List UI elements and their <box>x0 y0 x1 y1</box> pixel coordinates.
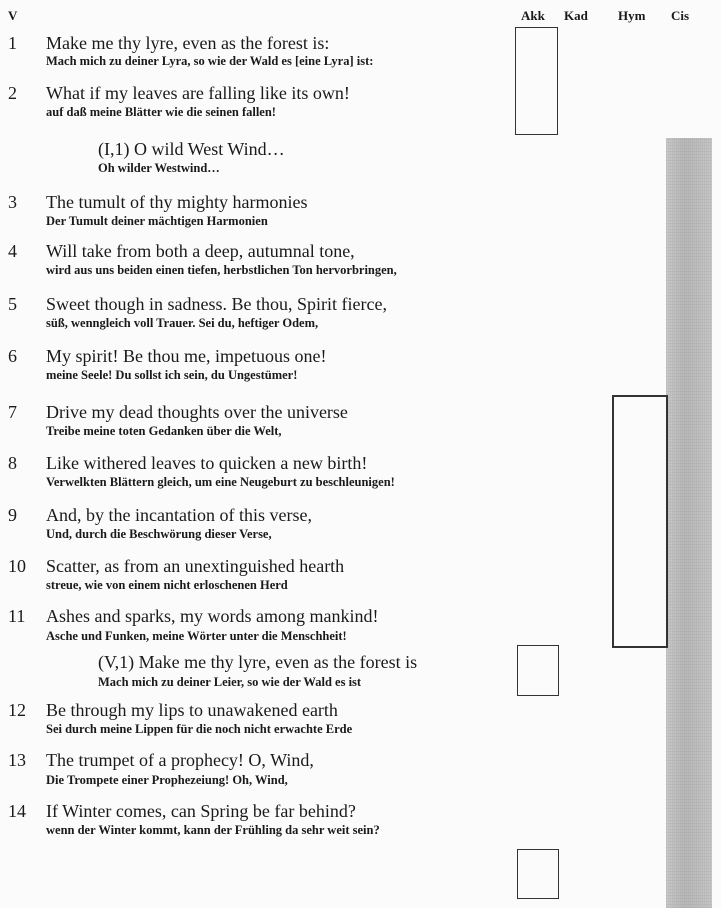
german-translation: streue, wie von einem nicht erloschenen Herd <box>46 578 288 592</box>
english-line: My spirit! Be thou me, impetuous one! <box>46 346 327 366</box>
line-number: 5 <box>8 294 17 314</box>
english-line: Like withered leaves to quicken a new birth! <box>46 453 368 473</box>
cross-reference-translation: Oh wilder Westwind… <box>98 161 220 175</box>
english-line: Sweet though in sadness. Be thou, Spirit fierce, <box>46 294 387 314</box>
line-number: 7 <box>8 402 17 422</box>
line-number: 2 <box>8 83 17 103</box>
column-header-akk: Akk <box>521 8 545 23</box>
german-translation: süß, wenngleich voll Trauer. Sei du, heftiger Odem, <box>46 316 319 330</box>
line-number: 4 <box>8 241 17 261</box>
akk-marker-box-lines-1-2 <box>515 27 558 135</box>
section-number: V <box>8 8 18 23</box>
english-line: If Winter comes, can Spring be far behind? <box>46 801 356 821</box>
english-line: Scatter, as from an unextinguished hearth <box>46 556 345 576</box>
english-line: Be through my lips to unawakened earth <box>46 700 338 720</box>
english-line: Make me thy lyre, even as the forest is: <box>46 33 330 53</box>
line-number: 9 <box>8 505 17 525</box>
german-translation: wird aus uns beiden einen tiefen, herbstlichen Ton hervorbringen, <box>46 263 397 277</box>
german-translation: Asche und Funken, meine Wörter unter die Menschheit! <box>46 629 347 643</box>
german-translation: wenn der Winter kommt, kann der Frühling da sehr weit sein? <box>46 823 380 837</box>
cis-shaded-column <box>666 138 712 908</box>
line-number: 13 <box>8 750 26 770</box>
akk-marker-box-bottom <box>517 849 559 899</box>
english-line: Will take from both a deep, autumnal tone, <box>46 241 355 261</box>
cross-reference-translation: Mach mich zu deiner Leier, so wie der Wald es ist <box>98 675 362 689</box>
line-number: 8 <box>8 453 17 473</box>
line-number: 1 <box>8 33 17 53</box>
german-translation: Und, durch die Beschwörung dieser Verse, <box>46 527 272 541</box>
cross-reference-line: (I,1) O wild West Wind… <box>98 139 285 159</box>
english-line: The trumpet of a prophecy! O, Wind, <box>46 750 314 770</box>
line-number: 14 <box>8 801 26 821</box>
hym-marker-box-lines-7-11 <box>612 395 668 648</box>
german-translation: Verwelkten Blättern gleich, um eine Neugeburt zu beschleunigen! <box>46 475 395 489</box>
akk-marker-box-refrain <box>517 645 559 696</box>
line-number: 10 <box>8 556 26 576</box>
english-line: And, by the incantation of this verse, <box>46 505 312 525</box>
column-header-hym: Hym <box>618 8 646 23</box>
english-line: Ashes and sparks, my words among mankind! <box>46 606 379 626</box>
cross-reference-line: (V,1) Make me thy lyre, even as the forest is <box>98 652 418 672</box>
line-number: 12 <box>8 700 26 720</box>
line-number: 3 <box>8 192 17 212</box>
column-header-cis: Cis <box>671 8 690 23</box>
german-translation: Treibe meine toten Gedanken über die Welt, <box>46 424 282 438</box>
column-header-kad: Kad <box>564 8 588 23</box>
german-translation: Die Trompete einer Prophezeiung! Oh, Wind, <box>46 773 288 787</box>
english-line: Drive my dead thoughts over the universe <box>46 402 348 422</box>
german-translation: Mach mich zu deiner Lyra, so wie der Wald es [eine Lyra] ist: <box>46 54 374 68</box>
line-number: 6 <box>8 346 17 366</box>
german-translation: Sei durch meine Lippen für die noch nicht erwachte Erde <box>46 722 353 736</box>
english-line: The tumult of thy mighty harmonies <box>46 192 308 212</box>
english-line: What if my leaves are falling like its own! <box>46 83 350 103</box>
german-translation: auf daß meine Blätter wie die seinen fallen! <box>46 105 276 119</box>
german-translation: Der Tumult deiner mächtigen Harmonien <box>46 214 268 228</box>
line-number: 11 <box>8 606 26 626</box>
german-translation: meine Seele! Du sollst ich sein, du Ungestümer! <box>46 368 298 382</box>
